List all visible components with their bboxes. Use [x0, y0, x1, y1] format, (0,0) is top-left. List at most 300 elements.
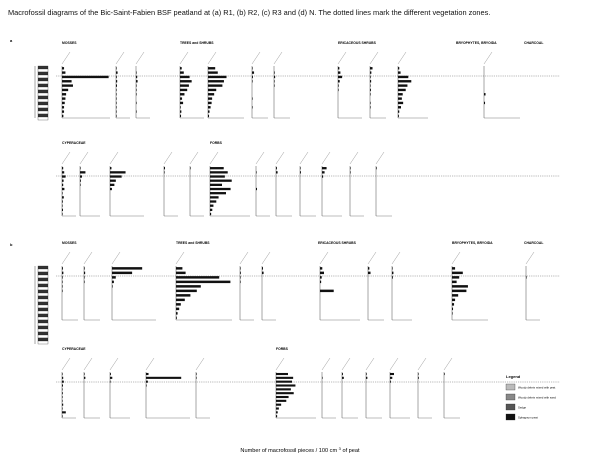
taxon-label-mark	[240, 252, 248, 264]
taxon-column-12	[444, 358, 460, 418]
figure-caption: Macrofossil diagrams of the Bic-Saint-Fabien BSF peatland at (a) R1, (b) R2, (c) R3 and (d) N. The dotted lines mark the different vegetation zones.	[8, 8, 491, 17]
data-bar	[62, 285, 63, 287]
data-bar	[208, 110, 210, 112]
data-bar	[196, 373, 197, 375]
data-bar	[196, 377, 197, 379]
data-bar	[342, 373, 343, 375]
taxon-column-4	[180, 52, 204, 118]
data-bar	[252, 97, 253, 99]
data-bar	[398, 106, 401, 108]
core-segment	[38, 302, 48, 305]
data-bar	[84, 276, 85, 278]
taxon-column-2	[116, 52, 130, 118]
data-bar	[208, 89, 216, 91]
data-bar	[274, 71, 275, 73]
taxon-label-mark	[112, 252, 120, 264]
core-log-b	[35, 266, 48, 344]
data-bar	[62, 76, 109, 78]
data-bar	[176, 294, 190, 296]
data-bar	[62, 192, 63, 194]
data-bar	[62, 400, 63, 402]
data-bar	[62, 106, 64, 108]
data-bar	[256, 188, 257, 190]
data-bar	[62, 213, 63, 215]
data-bar	[62, 290, 63, 292]
core-segment	[38, 78, 48, 81]
group-header: CYPERACEAE	[62, 347, 86, 351]
data-bar	[252, 106, 253, 108]
legend	[506, 374, 556, 420]
data-bar	[452, 276, 459, 278]
data-bar	[390, 381, 391, 383]
data-bar	[62, 373, 63, 375]
data-bar	[62, 180, 64, 182]
taxon-column-2	[84, 358, 100, 418]
group-header: ERICACEOUS SHRUBS	[338, 41, 376, 45]
data-bar	[338, 76, 342, 78]
core-segment	[38, 84, 48, 87]
legend-swatch	[506, 414, 515, 420]
data-bar	[146, 373, 149, 375]
data-bar	[322, 377, 323, 379]
data-bar	[208, 67, 215, 69]
data-bar	[62, 67, 64, 69]
x-axis-label: Number of macrofossil pieces / 100 cm $^3$ of peat	[240, 446, 360, 454]
group-header: CYPERACEAE	[62, 141, 86, 145]
data-bar	[526, 276, 527, 278]
data-bar	[180, 93, 184, 95]
data-bar	[210, 209, 212, 211]
data-bar	[252, 71, 254, 73]
taxon-label-mark	[526, 252, 534, 264]
data-bar	[62, 167, 63, 169]
data-bar	[252, 76, 253, 78]
data-bar	[180, 76, 190, 78]
core-segment	[38, 93, 48, 96]
data-bar	[320, 272, 324, 274]
taxon-column-7	[320, 252, 360, 320]
data-bar	[80, 167, 81, 169]
data-bar	[110, 180, 116, 182]
core-segment	[38, 275, 48, 278]
core-segment	[38, 72, 48, 75]
data-bar	[484, 102, 485, 104]
data-bar	[146, 384, 147, 386]
data-bar	[252, 80, 253, 82]
data-bar	[208, 106, 211, 108]
data-bar	[398, 89, 406, 91]
group-header: BRYOPHYTES, BRYOIDA	[452, 241, 493, 245]
data-bar	[136, 76, 137, 78]
taxon-label-mark	[180, 52, 188, 64]
core-segment	[38, 314, 48, 317]
taxon-column-10	[390, 358, 410, 418]
data-bar	[240, 276, 241, 278]
data-bar	[276, 171, 278, 173]
data-bar	[62, 89, 68, 91]
core-segment	[38, 90, 48, 93]
data-bar	[62, 196, 64, 198]
data-bar	[84, 272, 85, 274]
group-header: CHARCOAL	[524, 41, 544, 45]
taxon-label-mark	[390, 358, 398, 370]
data-bar	[210, 188, 231, 190]
data-bar	[180, 115, 181, 117]
core-segment	[38, 266, 48, 269]
taxon-column-3	[112, 252, 156, 320]
data-bar	[370, 80, 371, 82]
data-bar	[210, 205, 213, 207]
group-header: MOSSES	[62, 41, 77, 45]
data-bar	[62, 272, 63, 274]
panel-b	[10, 241, 560, 418]
data-bar	[398, 93, 403, 95]
data-bar	[376, 167, 377, 169]
taxon-label-mark	[322, 358, 330, 370]
taxon-label-mark	[116, 52, 124, 64]
core-segment	[38, 323, 48, 326]
data-bar	[180, 102, 183, 104]
legend-title: Legend	[506, 374, 521, 379]
data-bar	[62, 415, 63, 417]
data-bar	[62, 411, 66, 413]
data-bar	[398, 71, 401, 73]
data-bar	[112, 276, 116, 278]
data-bar	[180, 71, 184, 73]
data-bar	[338, 80, 340, 82]
data-bar	[350, 167, 351, 169]
data-bar	[62, 171, 64, 173]
data-bar	[84, 267, 85, 269]
data-bar	[240, 272, 241, 274]
data-bar	[176, 272, 186, 274]
taxon-label-mark	[300, 152, 308, 164]
data-bar	[452, 285, 468, 287]
core-segment	[38, 317, 48, 320]
core-segment	[38, 87, 48, 90]
legend-label: Woody debris mixed with peat	[518, 385, 556, 390]
data-bar	[452, 312, 453, 314]
data-bar	[176, 303, 181, 305]
core-segment	[38, 272, 48, 275]
taxon-label-mark	[190, 152, 198, 164]
data-bar	[62, 200, 63, 202]
data-bar	[366, 377, 367, 379]
data-bar	[484, 93, 486, 95]
data-bar	[62, 388, 63, 390]
taxon-label-mark	[366, 358, 374, 370]
panel-a-row-1	[56, 41, 560, 118]
data-bar	[180, 80, 192, 82]
core-segment	[38, 287, 48, 290]
core-segment	[38, 311, 48, 314]
legend-label: Woody debris mixed with sand	[518, 395, 556, 400]
data-bar	[256, 171, 257, 173]
data-bar	[62, 407, 63, 409]
data-bar	[398, 84, 407, 86]
core-segment	[38, 75, 48, 78]
data-bar	[210, 167, 224, 169]
taxon-column-9	[392, 252, 412, 320]
core-segment	[38, 326, 48, 329]
data-bar	[116, 80, 117, 82]
taxon-column-6	[262, 252, 276, 320]
taxon-column-10	[452, 252, 488, 320]
data-bar	[208, 102, 212, 104]
data-bar	[418, 373, 419, 375]
data-bar	[110, 373, 111, 375]
data-bar	[62, 188, 64, 190]
data-bar	[80, 175, 82, 177]
data-bar	[176, 312, 178, 314]
taxon-label-mark	[322, 152, 330, 164]
data-bar	[112, 267, 142, 269]
data-bar	[110, 184, 114, 186]
taxon-label-mark	[208, 52, 216, 64]
legend-swatch	[506, 384, 515, 390]
taxon-label-mark	[274, 52, 282, 64]
core-segment	[38, 320, 48, 323]
core-segment	[38, 308, 48, 311]
data-bar	[62, 404, 63, 406]
data-bar	[116, 106, 117, 108]
data-bar	[342, 377, 344, 379]
core-segment	[38, 99, 48, 102]
data-bar	[136, 84, 137, 86]
data-bar	[398, 80, 411, 82]
data-bar	[116, 93, 117, 95]
taxon-column-6	[252, 52, 268, 118]
data-bar	[276, 388, 291, 390]
taxon-column-10	[398, 52, 428, 118]
data-bar	[276, 167, 277, 169]
data-bar	[210, 175, 225, 177]
data-bar	[210, 192, 226, 194]
data-bar	[452, 272, 463, 274]
taxon-label-mark	[62, 358, 70, 370]
panel-b-row-2	[56, 347, 560, 418]
taxon-label-mark	[398, 52, 406, 64]
taxon-column-9	[370, 52, 386, 118]
taxon-column-7	[256, 152, 270, 216]
data-bar	[300, 167, 301, 169]
taxon-label-mark	[62, 152, 70, 164]
data-bar	[116, 76, 117, 78]
taxon-column-8	[338, 52, 362, 118]
data-bar	[276, 381, 292, 383]
data-bar	[320, 290, 334, 292]
data-bar	[370, 71, 371, 73]
data-bar	[176, 308, 179, 310]
taxon-label-mark	[110, 152, 118, 164]
data-bar	[136, 80, 138, 82]
taxon-label-mark	[84, 358, 92, 370]
core-segment	[38, 293, 48, 296]
data-bar	[390, 377, 392, 379]
taxon-column-5	[196, 358, 210, 418]
taxon-column-10	[322, 152, 342, 216]
core-log-a	[35, 66, 48, 120]
data-bar	[62, 209, 63, 211]
legend-swatch	[506, 394, 515, 400]
data-bar	[62, 396, 63, 398]
data-bar	[452, 294, 458, 296]
data-bar	[320, 267, 322, 269]
data-bar	[398, 110, 399, 112]
taxon-label-mark	[276, 358, 284, 370]
data-bar	[320, 276, 322, 278]
core-segment	[38, 341, 48, 344]
data-bar	[338, 89, 339, 91]
data-bar	[62, 205, 63, 207]
group-header: CHARCOAL	[524, 241, 544, 245]
data-bar	[180, 110, 181, 112]
core-segment	[38, 105, 48, 108]
taxon-label-mark	[444, 358, 452, 370]
data-bar	[84, 373, 85, 375]
data-bar	[112, 281, 114, 283]
data-bar	[398, 102, 403, 104]
data-bar	[276, 411, 278, 413]
data-bar	[210, 200, 216, 202]
data-bar	[452, 299, 455, 301]
data-bar	[322, 167, 327, 169]
taxon-column-4	[164, 152, 178, 216]
core-segment	[38, 81, 48, 84]
data-bar	[176, 281, 230, 283]
legend-label: Sedge	[518, 405, 527, 410]
data-bar	[208, 93, 214, 95]
taxon-column-1	[62, 252, 78, 320]
taxon-column-11	[418, 358, 432, 418]
taxon-label-mark	[370, 52, 378, 64]
core-segment	[38, 117, 48, 120]
data-bar	[276, 373, 288, 375]
taxon-column-5	[240, 252, 254, 320]
data-bar	[62, 276, 63, 278]
data-bar	[338, 67, 339, 69]
taxon-column-5	[208, 52, 244, 118]
taxon-column-12	[376, 152, 392, 216]
group-header: MOSSES	[62, 241, 77, 245]
data-bar	[136, 110, 137, 112]
data-bar	[274, 76, 275, 78]
taxon-label-mark	[80, 152, 88, 164]
core-segment	[38, 114, 48, 117]
data-bar	[84, 281, 85, 283]
taxon-column-9	[366, 358, 382, 418]
data-bar	[370, 67, 373, 69]
taxon-column-4	[176, 252, 232, 320]
taxon-label-mark	[276, 152, 284, 164]
data-bar	[276, 404, 281, 406]
taxon-label-mark	[392, 252, 400, 264]
data-bar	[110, 171, 126, 173]
data-bar	[276, 377, 293, 379]
data-bar	[210, 196, 219, 198]
taxon-column-3	[110, 358, 130, 418]
data-bar	[392, 276, 393, 278]
data-bar	[208, 80, 224, 82]
taxon-label-mark	[62, 252, 70, 264]
taxon-column-7	[322, 358, 336, 418]
taxon-column-1	[62, 152, 76, 216]
core-segment	[38, 111, 48, 114]
data-bar	[146, 381, 148, 383]
panel-b-row-1	[56, 241, 560, 320]
data-bar	[116, 67, 117, 69]
taxon-column-8	[368, 252, 384, 320]
data-bar	[240, 267, 241, 269]
data-bar	[208, 76, 227, 78]
data-bar	[392, 272, 393, 274]
data-bar	[164, 167, 165, 169]
data-bar	[370, 102, 371, 104]
data-bar	[62, 175, 66, 177]
data-bar	[62, 392, 63, 394]
data-bar	[398, 76, 408, 78]
data-bar	[322, 175, 323, 177]
data-bar	[392, 267, 393, 269]
data-bar	[62, 267, 63, 269]
data-bar	[390, 373, 394, 375]
data-bar	[210, 180, 232, 182]
core-segment	[38, 281, 48, 284]
core-segment	[38, 332, 48, 335]
data-bar	[136, 71, 137, 73]
data-bar	[112, 285, 113, 287]
data-bar	[452, 303, 454, 305]
data-bar	[136, 102, 137, 104]
data-bar	[176, 299, 185, 301]
data-bar	[320, 281, 321, 283]
data-bar	[116, 71, 118, 73]
data-bar	[136, 93, 137, 95]
data-bar	[274, 84, 275, 86]
data-bar	[240, 281, 241, 283]
taxon-label-mark	[136, 52, 144, 64]
core-segment	[38, 305, 48, 308]
legend-swatch	[506, 404, 515, 410]
data-bar	[210, 184, 222, 186]
data-bar	[112, 272, 132, 274]
data-bar	[80, 180, 81, 182]
taxon-column-6	[276, 358, 316, 418]
core-segment	[38, 329, 48, 332]
taxon-label-mark	[84, 252, 92, 264]
taxon-column-2	[80, 152, 100, 216]
core-segment	[38, 335, 48, 338]
data-bar	[208, 115, 209, 117]
data-bar	[116, 97, 117, 99]
data-bar	[210, 213, 211, 215]
taxon-column-7	[274, 52, 290, 118]
data-bar	[452, 308, 453, 310]
data-bar	[110, 188, 112, 190]
taxon-label-mark	[338, 52, 346, 64]
data-bar	[62, 93, 66, 95]
group-header: FORBS	[210, 141, 222, 145]
data-bar	[338, 71, 340, 73]
taxon-label-mark	[256, 152, 264, 164]
data-bar	[276, 384, 295, 386]
data-bar	[274, 80, 275, 82]
taxon-column-3	[136, 52, 150, 118]
taxon-label-mark	[418, 358, 426, 370]
data-bar	[164, 171, 165, 173]
data-bar	[62, 102, 65, 104]
core-segment	[38, 338, 48, 341]
